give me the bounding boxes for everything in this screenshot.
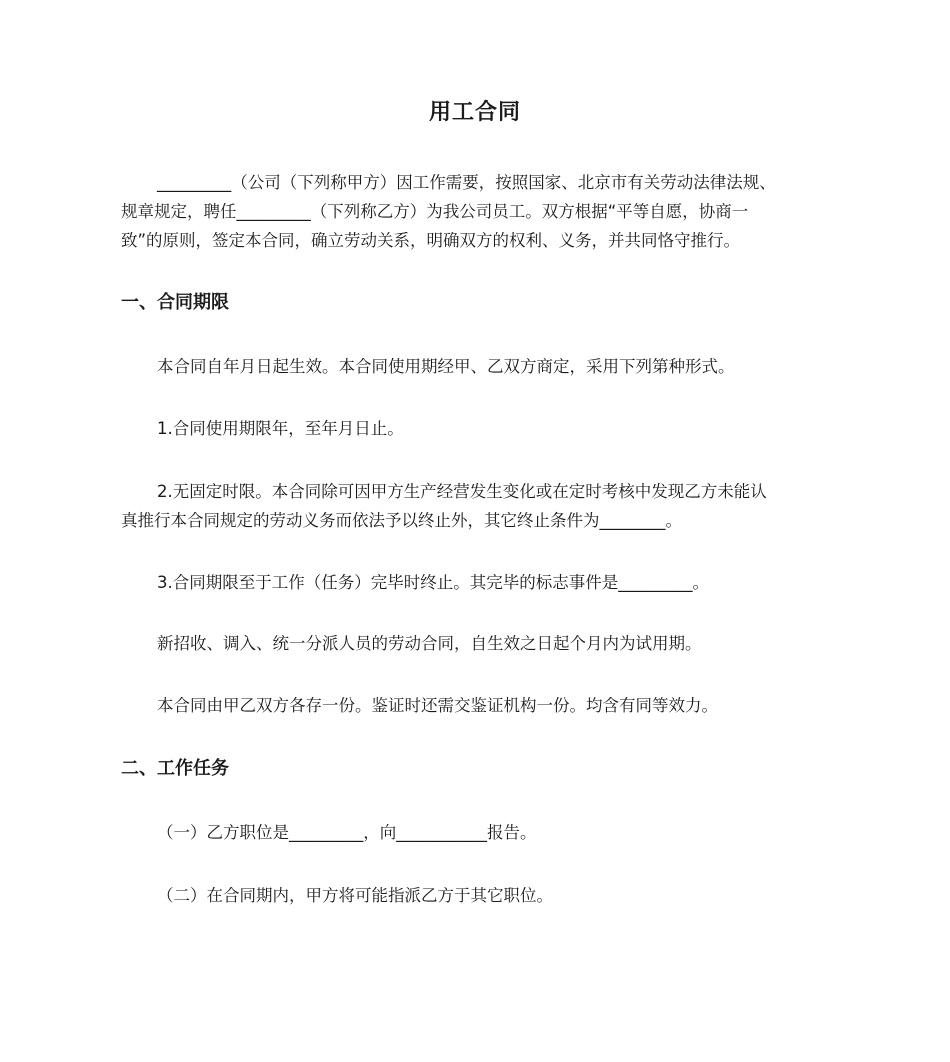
- section-1-paragraph-6: [121, 691, 831, 720]
- section-1-p3-line-2: 真推行本合同规定的劳动义务而依法予以终止外，其它终止条件为________。: [121, 511, 682, 530]
- section-1-p3-line-1: 2.无固定时限。本合同除可因甲方生产经营发生变化或在定时考核中发现乙方未能认: [157, 482, 767, 501]
- section-1-p1-text: 本合同自年月日起生效。本合同使用期经甲、乙双方商定，采用下列第种形式。: [157, 357, 735, 376]
- section-1-p6-text: 本合同由甲乙双方各存一份。鉴证时还需交鉴证机构一份。均含有同等效力。: [157, 696, 718, 715]
- intro-line-2: 规章规定，聘任_________（下列称乙方）为我公司员工。双方根据“平等自愿，协商一: [121, 202, 749, 221]
- section-2-paragraph-2: [121, 881, 831, 910]
- section-1-paragraph-5: [121, 629, 831, 658]
- intro-line-1: _________（公司（下列称甲方）因工作需要，按照国家、北京市有关劳动法律法规、: [157, 173, 776, 192]
- section-1-paragraph-2: [121, 414, 831, 443]
- section-2-paragraph-1: [121, 818, 831, 847]
- section-2-p2-text: （二）在合同期内，甲方将可能指派乙方于其它职位。: [157, 886, 553, 905]
- section-2-p1-text: （一）乙方职位是_________，向___________报告。: [157, 823, 537, 842]
- section-1-paragraph-3: [121, 477, 831, 535]
- section-1-p5-text: 新招收、调入、统一分派人员的劳动合同，自生效之日起个月内为试用期。: [157, 634, 702, 653]
- section-1-heading: 一、合同期限: [121, 292, 229, 313]
- document-title: 用工合同: [428, 100, 521, 125]
- section-1-paragraph-4: [121, 568, 831, 597]
- section-2-heading: 二、工作任务: [121, 758, 229, 779]
- section-1-p4-text: 3.合同期限至于工作（任务）完毕时终止。其完毕的标志事件是_________。: [157, 573, 709, 592]
- section-1-p2-text: 1.合同使用期限年，至年月日止。: [157, 419, 404, 438]
- intro-line-3: 致”的原则，签定本合同，确立劳动关系，明确双方的权利、义务，并共同恪守推行。: [121, 231, 741, 250]
- intro-paragraph: [121, 168, 831, 255]
- section-1-paragraph-1: [121, 352, 831, 381]
